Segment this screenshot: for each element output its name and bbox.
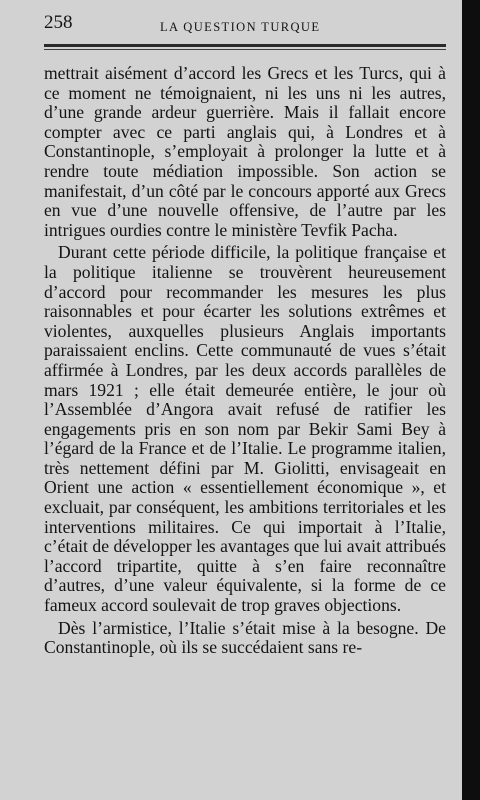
header-rule (44, 44, 446, 47)
book-gutter (462, 0, 480, 800)
body-text (44, 64, 446, 658)
paragraph: Dès l’armistice, l’Italie s’était mise à la besogne. De Constantinople, où ils se succédaient sans re- (44, 617, 446, 658)
page-number: 258 (44, 12, 73, 33)
paragraph: Durant cette période difficile, la politique française et la politique italienne se trouvèrent heureusement d’accord pour recommander les mesures les plus raisonnables et pour écarter les solutions extrêmes et violentes, auxquelles plusieurs Anglais importants paraissaient enclins. Cette communauté de vues s’était affirmée à Londres, par les deux accords parallèles de mars 1921 ; elle était demeurée entière, le jour où l’Assemblée d’Angora avait refusé de ratifier les engagements pris en son nom par Bekir Sami Bey à l’égard de la France et de l’Italie. Le programme italien, très nettement défini par M. Giolitti, envisageait en Orient une action « essentiellement économique », et excluait, par conséquent, les ambitions territoriales et les interventions militaires. Ce qui importait à l’Italie, c’était de développer les avantages que lui avait attribués l’accord tripartite, quitte à s’en faire reconnaître d’autres, d’une valeur équivalente, si la forme de ce fameux accord soulevait de trop graves objections. (44, 242, 446, 616)
page-header (44, 12, 448, 38)
header-rule-thin (44, 49, 446, 50)
running-title: LA QUESTION TURQUE (160, 20, 321, 34)
paragraph: mettrait aisément d’accord les Grecs et les Turcs, qui à ce moment ne témoignaient, ni les uns ni les autres, d’une grande ardeur guerrière. Mais il fallait encore compter avec ce parti anglais qui, à Londres et à Constantinople, s’employait à prolonger la lutte et à rendre toute médiation impossible. Son action se manifestait, d’un côté par le concours apporté aux Grecs en vue d’une nouvelle offensive, de l’autre par les intrigues ourdies contre le ministère Tevfik Pacha. (44, 63, 446, 240)
